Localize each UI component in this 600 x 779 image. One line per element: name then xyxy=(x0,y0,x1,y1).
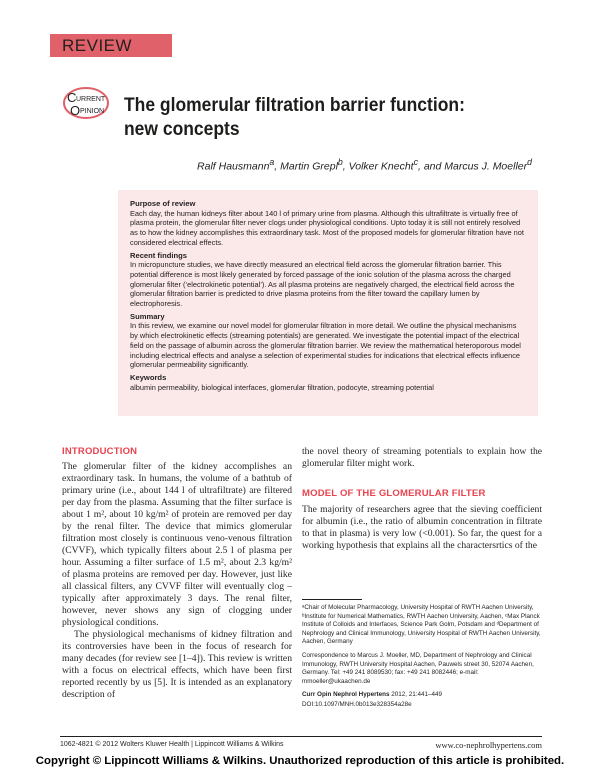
logo-o: O xyxy=(70,103,81,118)
author-list: Ralf Hausmann$^a$, Martin Grepl$^b$, Volker Knecht$^c$, and Marcus J. Moeller$^d$ xyxy=(197,157,532,173)
intro-paragraph-1: The glomerular filter of the kidney accomplishes an extraordinary task. In humans, the volume of a bathtub of primary urine (i.e., about 144 l of ultrafiltrate) are filtered per day from the plasma. Assuming that the filter surface is about 1 m², about 10 kg/m² of protein are removed per day by the renal filter. The device that mimics glomerular filtration most closely is continuous veno-venous filtration (CVVF), which typically filters about 2.5 l of plasma per hour. Assuming a filter surface of 1.5 m², about 2.3 kg/m² of plasma proteins are removed per day. However, just like all classical filters, any CVVF filter will eventually clog – typically after approximately 3 days. The renal filter, however, never shows any sign of clogging under physiological conditions. xyxy=(62,461,292,628)
article-title xyxy=(124,94,492,142)
review-tab: REVIEW xyxy=(50,34,172,57)
current-opinion-logo xyxy=(62,86,110,120)
author-4: and Marcus J. Moeller xyxy=(423,160,528,173)
model-heading: MODEL OF THE GLOMERULAR FILTER xyxy=(302,488,486,499)
author-3: Volker Knecht xyxy=(348,160,414,173)
footnote-block xyxy=(302,604,542,715)
affiliations: ᵃChair of Molecular Pharmacology, University Hospital of RWTH Aachen University, ᵇInstitute for Numerical Mathematics, RWTH Aachen University, Aachen, ᶜMax Planck Institute of Colloids and Interfaces, Science Park Golm, Potsdam and ᵈDepartment of Nephrology and Clinical Immunology, University Hospital of RWTH Aachen University, Aachen, Germany xyxy=(302,604,541,646)
citation-journal: Curr Opin Nephrol Hypertens xyxy=(302,691,390,699)
purpose-heading: Purpose of review xyxy=(130,199,196,208)
correspondence: Correspondence to Marcus J. Moeller, MD, Department of Nephrology and Clinical Immunology, RWTH University Hospital Aachen, Pauwels street 30, 52074 Aachen, Germany. Tel: +49 241 8089530; fax: +49 241 8082446; e-mail: mmoeller@ukaachen.de xyxy=(302,651,534,685)
summary-text: In this review, we examine our novel model for glomerular filtration in more detail. We outline the physical mechanisms by which electrokinetic effects (streaming potentials) are generated. We investigate the potential impact of the electrical field on the passage of albumin across the glomerular filtration barrier. We review the mathematical heteroporous model including electrical effects and analyse a selection of experimental studies for indications that electrical effects influence glomerular permeability significantly. xyxy=(130,321,521,370)
findings-text: In micropuncture studies, we have directly measured an electrical field across the glomerular filtration barrier. This potential difference is most likely generated by forced passage of the ionic solution of the plasma across the charged glomerular filter (‘electrokinetic potential’). As all plasma proteins are negatively charged, the electrical field across the glomerular filtration barrier is predicted to drive plasma proteins from the filter toward the capillary lumen by electrophoresis. xyxy=(130,260,515,309)
citation-volume: 2012, 21:441–449 xyxy=(389,691,442,699)
author-4-sup: d xyxy=(527,157,532,167)
model-paragraph-1: The majority of researchers agree that the sieving coefficient for albumin (i.e., the ratio of albumin concentration in filtrate to that in plasma) is very low (<0.001). So far, the quest for a working hypothesis that explains all the charactersrtics of the xyxy=(302,504,542,551)
footer-rule xyxy=(60,736,542,737)
abstract-box xyxy=(118,190,538,416)
author-2-sup: b xyxy=(337,157,343,167)
logo-line2: PINION xyxy=(80,108,105,115)
right-column xyxy=(302,446,542,552)
footer-publisher: 1062-4821 © 2012 Wolters Kluwer Health | Lippincott Williams & Wilkins xyxy=(60,741,284,748)
intro-paragraph-2: The physiological mechanisms of kidney filtration and its controversies have been in the focus of research for many decades (for review see [1–4]). This review is written with a focus on electrical effects, which have been first reported recently by us [5]. It is intended as an explanatory description of xyxy=(62,629,292,700)
citation xyxy=(302,691,542,700)
left-column xyxy=(62,446,292,701)
intro-heading: INTRODUCTION xyxy=(62,446,138,457)
keywords-text: albumin permeability, biological interfaces, glomerular filtration, podocyte, streaming potential xyxy=(130,382,434,392)
author-1-sup: a xyxy=(269,157,275,167)
doi: DOI:10.1097/MNH.0b013e328354a28e xyxy=(302,700,412,708)
keywords-heading: Keywords xyxy=(130,372,167,382)
title-line-1: The glomerular filtration barrier function: xyxy=(124,95,465,116)
footnote-rule xyxy=(302,599,362,600)
author-1: Ralf Hausmann xyxy=(197,160,270,173)
logo-c: C xyxy=(67,90,77,105)
summary-heading: Summary xyxy=(130,311,165,321)
author-3-sup: c xyxy=(413,157,418,167)
copyright-notice: Copyright © Lippincott Williams & Wilkins. Unauthorized reproduction of this article is prohibited. xyxy=(35,755,565,767)
findings-heading: Recent findings xyxy=(130,250,187,260)
logo-line1: URRENT xyxy=(76,96,106,103)
footer-url[interactable]: www.co-nephrolhypertens.com xyxy=(435,740,542,750)
purpose-text: Each day, the human kidneys filter about 140 l of primary urine from plasma. Although this ultrafiltrate is virtually free of plasma protein, the glomerular filter never clogs under physiological conditions. Upto today it is still not entirely resolved as to how the kidney accomplishes this extraordinary task. Most of the proposed models for glomerular filtration have not considered electrical effects. xyxy=(130,208,524,247)
title-line-2: new concepts xyxy=(124,119,240,140)
intro-paragraph-3: the novel theory of streaming potentials to explain how the glomerular filter might work. xyxy=(302,446,542,469)
author-2: Martin Grepl xyxy=(280,160,338,173)
